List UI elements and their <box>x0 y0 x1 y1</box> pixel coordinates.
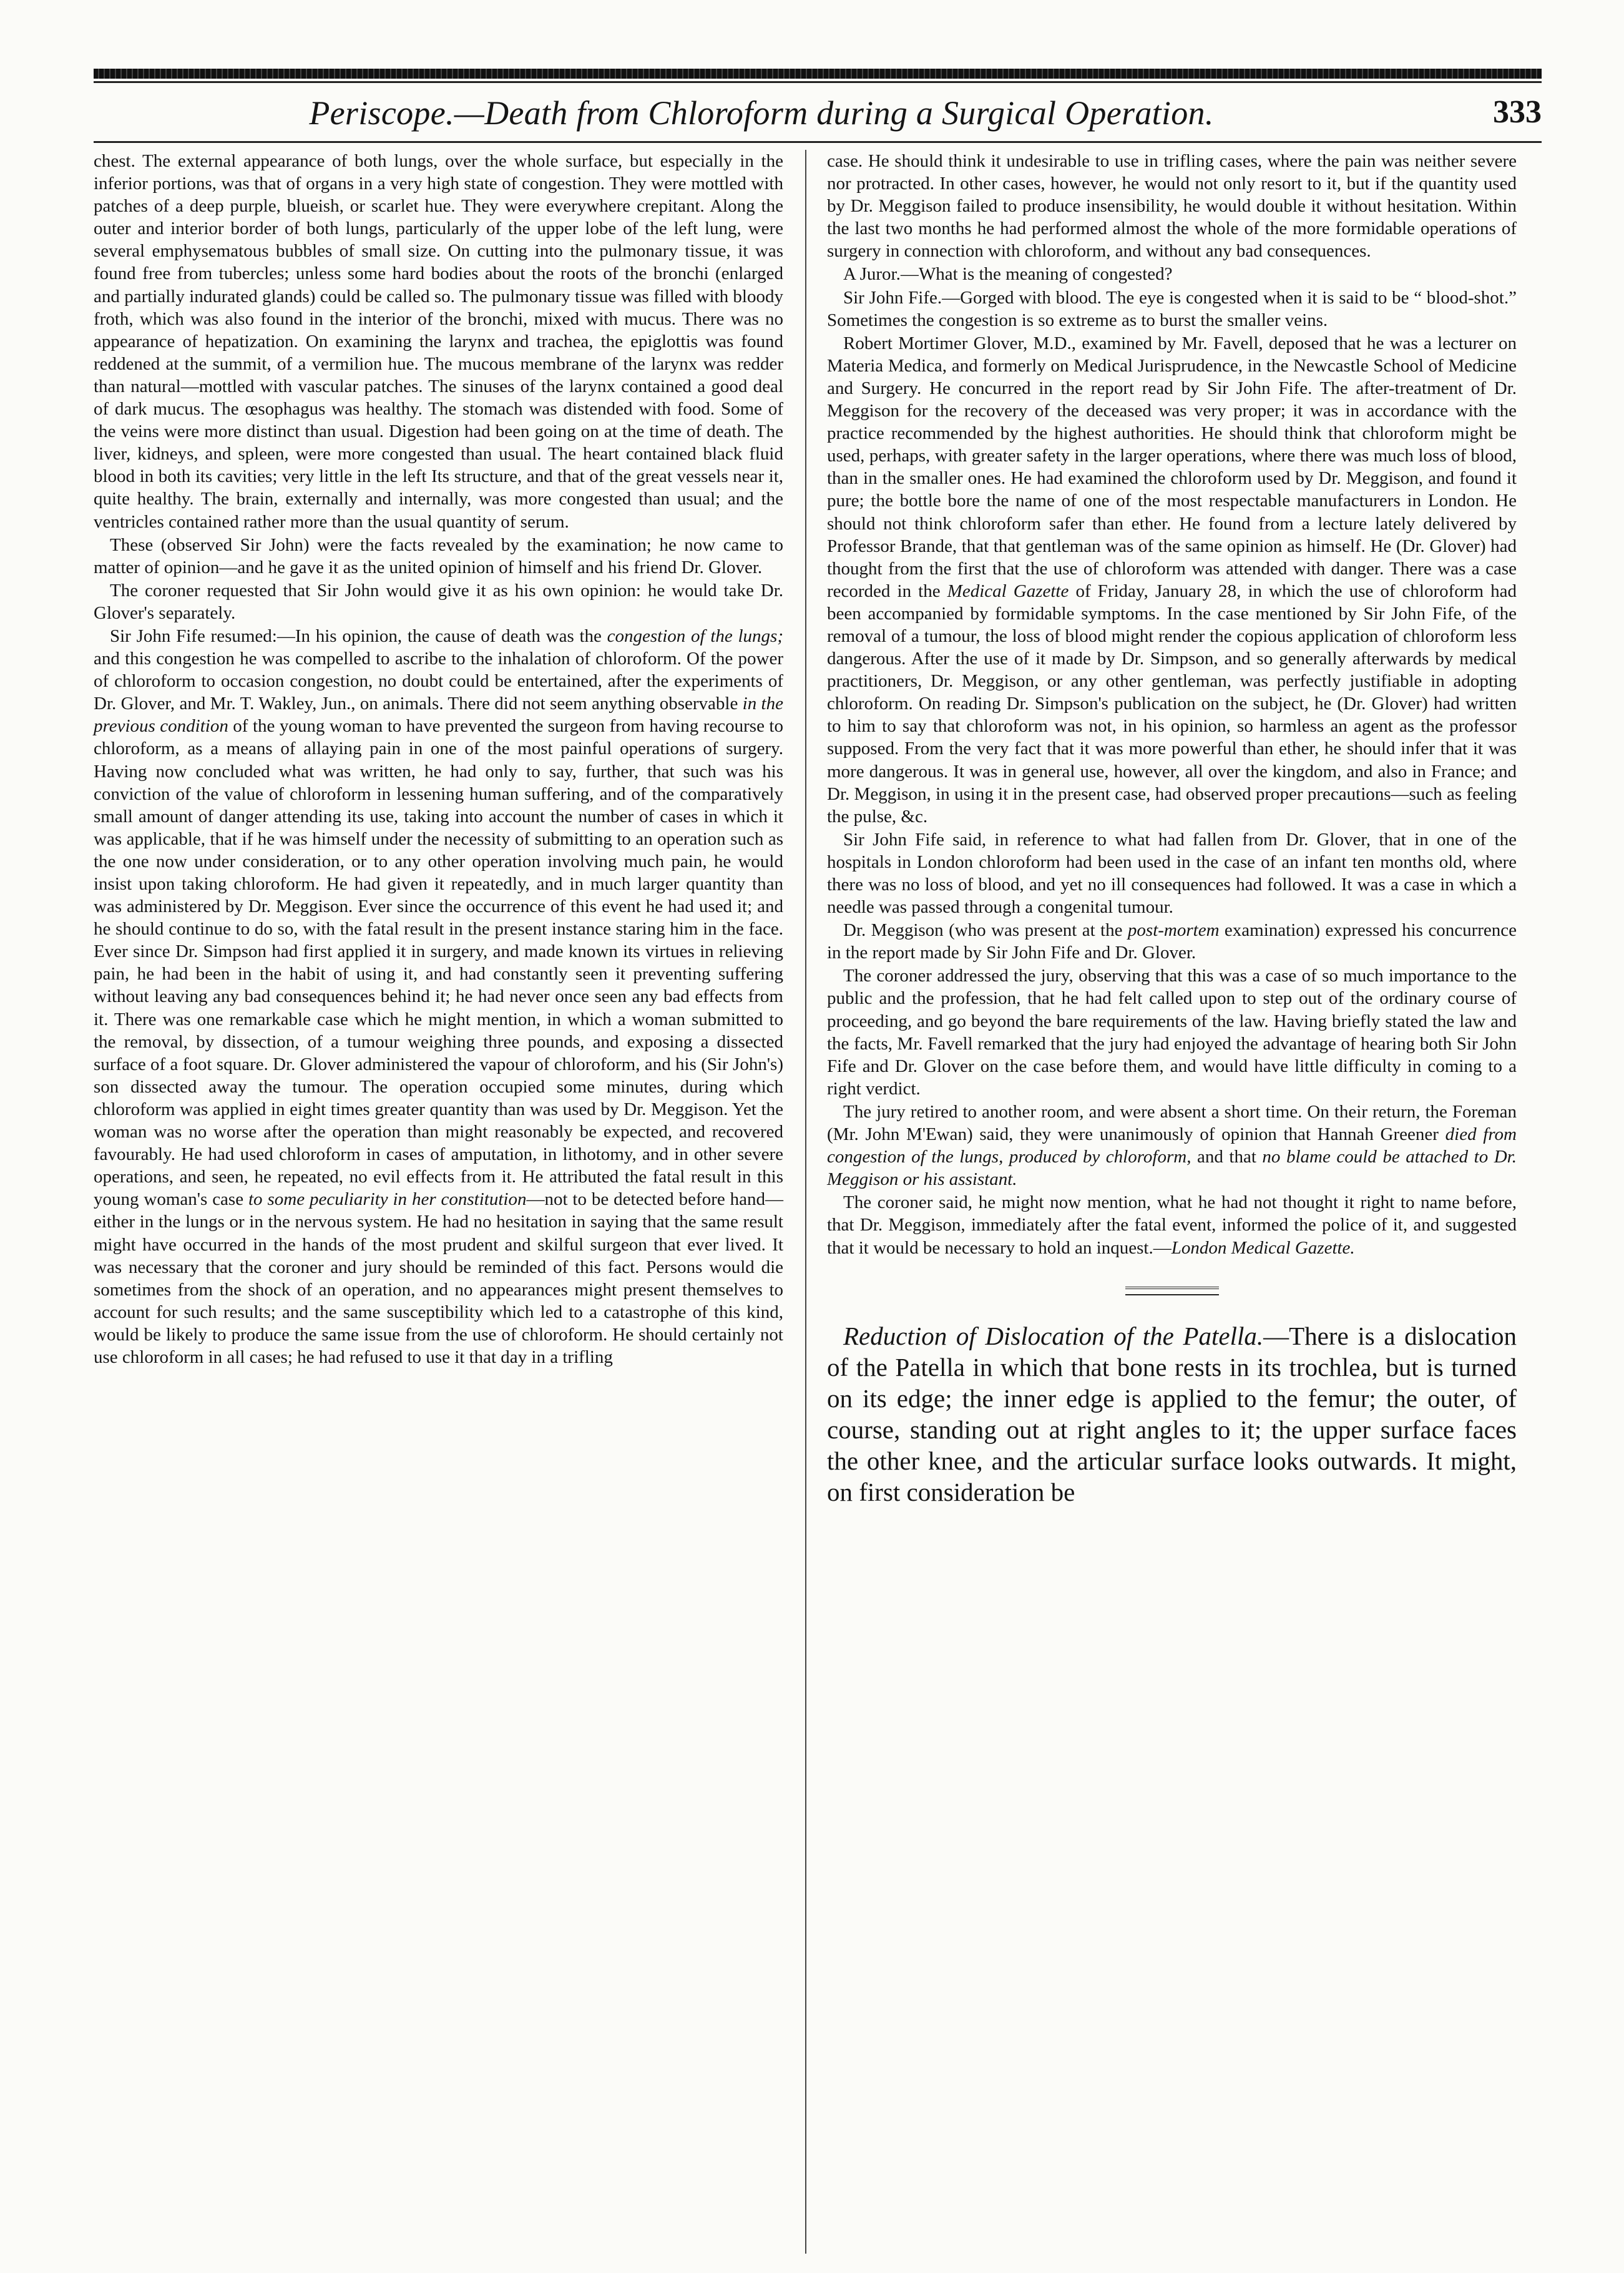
text-run: —There is a dislocation of the Patella in which that bone rests in its trochlea, but is turned on its edge; the inner edge is applied to the femur; the outer, of course, standing out at right angles to it; the upper surface faces the other knee, and the articular surface looks outwards. It might, on first consideration be <box>827 1321 1517 1506</box>
paragraph: Sir John Fife said, in reference to what had fallen from Dr. Glover, that in one of the hospitals in London chloroform had been used in the case of an infant ten months old, where there was no loss of blood, and yet no ill consequences had followed. It was a case in which a needle was passed through a congenital tumour. <box>827 829 1517 918</box>
paragraph: These (observed Sir John) were the facts revealed by the examination; he now came to matter of opinion—and he gave it as the united opinion of himself and his friend Dr. Glover. <box>94 534 783 577</box>
paragraph: A Juror.—What is the meaning of congested? <box>843 264 1173 285</box>
paragraph <box>827 332 1517 828</box>
text-run: Dr. Meggison (who was present at the <box>843 920 1128 941</box>
paragraph: chest. The external appearance of both lungs, over the whole surface, but especially in the inferior portions, was that of organs in a very high state of congestion. They were mottled with patches of a deep purple, blueish, or scarlet hue. They were everywhere crepitant. Along the outer and interior border of both lungs, particularly of the upper lobe of the left lung, were several emphysematous bubbles of small size. On cutting into the pulmonary tissue, it was found free from tubercles; unless some hard bodies about the roots of the bronchi (enlarged and partially indurated glands) could be called so. The pulmonary tissue was filled with bloody froth, which was also found in the interior of the bronchi, mixed with mucus. There was no appearance of hepatization. On examining the larynx and trachea, the epiglottis was found reddened at the summit, of a vermilion hue. The mucous membrane of the larynx was redder than natural—mottled with vascular patches. The sinuses of the larynx contained a good deal of dark mucus. The œsophagus was healthy. The stomach was distended with food. Some of the veins were more distinct than usual. Digestion had been going on at the time of death. The liver, kidneys, and spleen, were more congested than usual. The heart contained black fluid blood in both its cavities; very little in the left Its structure, and that of the great vessels near it, quite healthy. The brain, externally and internally, was more congested than usual; and the ventricles contained rather more than the usual quantity of serum. <box>94 151 783 532</box>
section-separator <box>1125 1287 1219 1295</box>
header-rule <box>94 141 1542 143</box>
running-title: Periscope.—Death from Chloroform during a Surgical Operation. <box>309 94 1214 132</box>
italic-run: to some peculiarity in her constitution <box>248 1189 527 1210</box>
text-run: —not to be detected before hand—either in the lungs or in the nervous system. He had no hesitation in saying that the same result might have occurred in the hands of the most prudent and skilful surgeon that ever lived. It was necessary that the coroner and jury should be reminded of this fact. Persons would die sometimes from the shock of an operation, and no appearances might present themselves to account for such results; and the same susceptibility which led to a catastrophe of this kind, would be likely to produce the same issue from the use of chloroform. He should certainly not use chloroform in all cases; he had refused to use it that day in a trifling <box>94 1189 783 1367</box>
paragraph <box>827 919 1517 964</box>
paragraph: The coroner requested that Sir John would give it as his own opinion: he would take Dr. Glover's separately. <box>94 580 783 623</box>
top-ornamental-rule <box>94 69 1542 79</box>
paragraph <box>827 1320 1517 1508</box>
text-run: Sir John Fife resumed:—In his opinion, the cause of death was the <box>110 626 607 646</box>
italic-run: Medical Gazette <box>947 581 1069 601</box>
italic-run: congestion of the lungs; <box>607 626 783 646</box>
text-run: The coroner said, he might now mention, what he had not thought it right to name before, that Dr. Meggison, immediately after the fatal event, informed the police of it, and suggested that it would be necessary to hold an inquest.— <box>827 1192 1517 1258</box>
column-divider <box>805 150 806 2254</box>
paragraph <box>827 1191 1517 1259</box>
text-run: of the young woman to have prevented the surgeon from having recourse to chloroform, as a means of allaying pain in one of the most painful operations of surgery. Having now concluded what was written, he had only to say, further, that such was his conviction of the value of chloroform in lessening human suffering, and of the comparatively small amount of danger attending its use, taking into account the number of cases in which it was applicable, that if he was himself under the necessity of submitting to an operation such as the one now under consideration, or to any other operation involving much pain, he would insist upon taking chloroform. He had given it repeatedly, and in much larger quantity than was administered by Dr. Meggison. Ever since the occurrence of this event he had used it; and he should continue to do so, with the fatal result in the present instance staring him in the face. Ever since Dr. Simpson had first applied it in surgery, and made known its virtues in relieving pain, he had been in the habit of using it, and had constantly seen it preventing suffering without leaving any bad consequences behind it; he had never once seen any bad effects from it. There was one remarkable case which he might mention, in which a woman submitted to the removal, by dissection, of a tumour weighing three pounds, and exposing a dissected surface of a foot square. Dr. Glover administered the vapour of chloroform, and his (Sir John's) son dissected away the tumour. The operation occupied some minutes, during which chloroform was applied in eight times greater quantity than was used by Dr. Meggison. Yet the woman was no worse after the operation than might reasonably be expected, and recovered favourably. He had used chloroform in cases of amputation, in lithotomy, and in other severe operations, and seen, he repeated, no evil effects from it. He attributed the fatal result in this young woman's case <box>94 716 783 1210</box>
text-run: Robert Mortimer Glover, M.D., examined by Mr. Favell, deposed that he was a lecturer on Materia Medica, and formerly on Medical Jurisprudence, in the Newcastle School of Medicine and Surgery. He concurred in the report read by Sir John Fife. The after-treatment of Dr. Meggison for the recovery of the deceased was very proper; it was in accordance with the practice recommended by the highest authorities. He should think that chloroform might be used, perhaps, with greater safety in the larger operations, where there was much loss of blood, than in the smaller ones. He had examined the chloroform used by Dr. Meggison, and found it pure; the bottle bore the name of one of the most respectable manufacturers in London. He should not think chloroform safer than ether. He found from a lecture lately delivered by Professor Brande, that that gentleman was of the same opinion as himself. He (Dr. Glover) had thought from the first that the use of chloroform was attended with danger. There was a case recorded in the <box>827 333 1517 601</box>
text-run: and that <box>1191 1147 1263 1167</box>
top-thin-rule <box>94 81 1542 83</box>
paragraph: case. He should think it undesirable to use in trifling cases, where the pain was neither severe nor protracted. In other cases, however, he would not only resort to it, but if the quantity used by Dr. Meggison failed to produce insensibility, he would double it without hesitation. Within the last two months he had performed almost the whole of the more formidable operations of surgery in connection with chloroform, and without any bad consequences. <box>827 151 1517 262</box>
paragraph <box>94 625 783 1368</box>
italic-run: post-mortem <box>1127 920 1220 941</box>
section-heading: Reduction of Dislocation of the Patella. <box>843 1321 1264 1350</box>
italic-run: died from congestion of the lungs, produced by chloroform, <box>827 1124 1517 1167</box>
text-run: examination) expressed his concurrence in the report made by Sir John Fife and Dr. Glover. <box>827 920 1517 963</box>
left-column <box>94 150 783 1369</box>
text-run: and this congestion he was compelled to ascribe to the inhalation of chloroform. Of the power of chloroform to occasion congestion, no doubt could be entertained, after the experiments of Dr. Glover, and Mr. T. Wakley, Jun., on animals. There did not seem anything observable <box>94 649 783 714</box>
right-column <box>827 150 1517 1508</box>
page-header <box>94 87 1542 144</box>
text-run: of Friday, January 28, in which the use of chloroform had been accompanied by formidable symptoms. In the case mentioned by Sir John Fife, of the removal of a tumour, the loss of blood might render the copious application of chloroform less dangerous. After the use of it made by Dr. Simpson, and so generally afterwards by medical practitioners, Dr. Meggison, or any other gentleman, was perfectly justifiable in adopting chloroform. On reading Dr. Simpson's publication on the subject, he (Dr. Glover) had written to him to say that chloroform was not, in his opinion, so harmless an agent as the professor supposed. From the very fact that it was more powerful than ether, he should infer that it was more dangerous. It was in general use, however, all over the kingdom, and also in France; and Dr. Meggison, in using it in the present case, had observed proper precautions—such as feeling the pulse, &c. <box>827 581 1517 827</box>
italic-run: in the previous condition <box>94 694 783 737</box>
paragraph: Sir John Fife.—Gorged with blood. The eye is congested when it is said to be “ blood-shot.” Sometimes the congestion is so extreme as to burst the smaller veins. <box>827 287 1517 330</box>
paragraph: The coroner addressed the jury, observing that this was a case of so much importance to the public and the profession, that he had felt called upon to step out of the ordinary course of proceeding, and go beyond the bare requirements of the law. Having briefly stated the law and the facts, Mr. Favell remarked that the jury had enjoyed the advantage of hearing both Sir John Fife and Dr. Glover on the case before them, and would have little difficulty in coming to a right verdict. <box>827 966 1517 1099</box>
paragraph <box>827 1101 1517 1191</box>
page-number: 333 <box>1493 94 1542 130</box>
italic-run: London Medical Gazette. <box>1171 1237 1355 1258</box>
text-run: The jury retired to another room, and were absent a short time. On their return, the Foreman (Mr. John M'Ewan) said, they were unanimously of opinion that Hannah Greener <box>827 1101 1517 1145</box>
italic-run: no blame could be attached to Dr. Meggison or his assistant. <box>827 1147 1517 1190</box>
